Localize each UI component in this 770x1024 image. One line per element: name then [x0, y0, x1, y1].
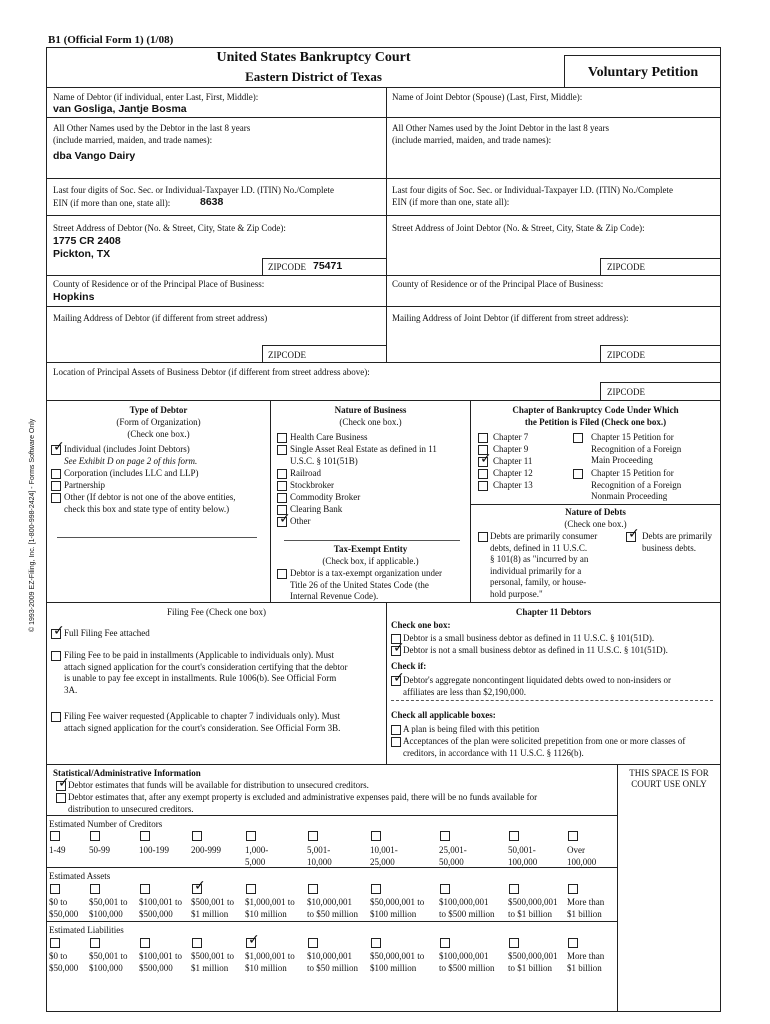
railroad-label: Railroad	[290, 468, 321, 478]
debtor-street-1: 1775 CR 2408	[53, 235, 121, 247]
stockbroker-checkbox[interactable]	[277, 481, 287, 491]
ch11-check-one: Check one box:	[391, 620, 451, 630]
assets-range-checkbox[interactable]	[440, 884, 450, 894]
chapter-11-label: Chapter 11	[493, 456, 533, 466]
fee-waiver-label: Filing Fee waiver requested (Applicable to chapter 7 individuals only). Must attach signed application for the court's consideration. See Official Form 3B.	[64, 711, 341, 733]
funds-available-label: Debtor estimates that funds will be available for distribution to unsecured creditors.	[68, 780, 369, 790]
assets-range-checkbox[interactable]	[371, 884, 381, 894]
assets-range-checkbox[interactable]	[90, 884, 100, 894]
joint-zip-label: ZIPCODE	[607, 262, 645, 272]
liabilities-range-checkbox[interactable]	[371, 938, 381, 948]
acceptances-checkbox[interactable]	[391, 737, 401, 747]
funds-available-checkbox[interactable]	[56, 781, 66, 791]
liabilities-range-label: $500,001 to $1 million	[191, 951, 235, 973]
debtor-ssn: 8638	[200, 196, 224, 208]
creditors-range-label: 50,001- 100,000	[508, 845, 538, 867]
business-debts-label: Debts are primarily business debts.	[642, 531, 712, 553]
debtor-mailing-label: Mailing Address of Debtor (if different from street address)	[53, 313, 268, 323]
assets-range-checkbox[interactable]	[246, 884, 256, 894]
joint-mailing-zip-label: ZIPCODE	[607, 350, 645, 360]
liabilities-range-label: $1,000,001 to $10 million	[245, 951, 295, 973]
creditors-range-checkbox[interactable]	[371, 831, 381, 841]
creditors-range-checkbox[interactable]	[140, 831, 150, 841]
business-debts-checkbox[interactable]	[626, 532, 636, 542]
chapter-15-nonmain-checkbox[interactable]	[573, 469, 583, 479]
creditors-range-label: Over 100,000	[567, 845, 597, 867]
creditors-range-label: 1,000- 5,000	[245, 845, 269, 867]
liabilities-range-checkbox[interactable]	[246, 938, 256, 948]
debtor-zip-label: ZIPCODE	[268, 262, 306, 272]
railroad-checkbox[interactable]	[277, 469, 287, 479]
chapter-9-label: Chapter 9	[493, 444, 529, 454]
debtor-county: Hopkins	[53, 291, 95, 303]
joint-mailing-label: Mailing Address of Joint Debtor (if different from street address):	[392, 313, 629, 323]
liabilities-range-label: $50,000,001 to $100 million	[370, 951, 425, 973]
creditors-range-checkbox[interactable]	[90, 831, 100, 841]
corporation-label: Corporation (includes LLC and LLP)	[64, 468, 199, 478]
chapter-12-label: Chapter 12	[493, 468, 533, 478]
assets-range-checkbox[interactable]	[140, 884, 150, 894]
commodity-broker-checkbox[interactable]	[277, 493, 287, 503]
fee-waiver-checkbox[interactable]	[51, 712, 61, 722]
creditors-range-label: 200-999	[191, 845, 221, 855]
debtor-zip: 75471	[313, 260, 343, 272]
creditors-range-checkbox[interactable]	[308, 831, 318, 841]
chapter-7-label: Chapter 7	[493, 432, 529, 442]
partnership-label: Partnership	[64, 480, 105, 490]
joint-name-label: Name of Joint Debtor (Spouse) (Last, First, Middle):	[392, 92, 583, 102]
ch11-check-if: Check if:	[391, 661, 427, 671]
no-funds-checkbox[interactable]	[56, 793, 66, 803]
other-business-checkbox[interactable]	[277, 517, 287, 527]
not-small-business-label: Debtor is not a small business debtor as defined in 11 U.S.C. § 101(51D).	[403, 645, 668, 655]
corporation-checkbox[interactable]	[51, 469, 61, 479]
joint-ssn-label: Last four digits of Soc. Sec. or Individual-Taxpayer I.D. (ITIN) No./Complete EIN (if more than one, state all):	[392, 185, 674, 207]
exhibit-d-note: See Exhibit D on page 2 of this form.	[64, 456, 198, 466]
type-of-debtor-check: (Check one box.)	[127, 429, 190, 439]
commodity-broker-label: Commodity Broker	[290, 492, 361, 502]
small-business-label: Debtor is a small business debtor as defined in 11 U.S.C. § 101(51D).	[403, 633, 655, 643]
liabilities-range-checkbox[interactable]	[568, 938, 578, 948]
liabilities-range-checkbox[interactable]	[50, 938, 60, 948]
tax-exempt-checkbox[interactable]	[277, 569, 287, 579]
sidebar-copyright: © 1993-2009 EZ-Filing, Inc. [1-800-998-2424] - Forms Software Only	[29, 418, 36, 632]
not-small-business-checkbox[interactable]	[391, 646, 401, 656]
liabilities-range-label: $100,000,001 to $500 million	[439, 951, 495, 973]
single-asset-label: Single Asset Real Estate as defined in 11 U.S.C. § 101(51B)	[290, 444, 437, 466]
chapter-15-main-label: Chapter 15 Petition for Recognition of a Foreign Main Proceeding	[591, 432, 682, 465]
assets-range-label: $1,000,001 to $10 million	[245, 897, 295, 919]
chapter-15-nonmain-label: Chapter 15 Petition for Recognition of a Foreign Nonmain Proceeding	[591, 468, 682, 501]
liabilities-range-label: $10,000,001 to $50 million	[307, 951, 359, 973]
tax-exempt-title: Tax-Exempt Entity	[333, 544, 408, 554]
chapter-title-2: the Petition is Filed (Check one box.)	[524, 417, 667, 427]
creditors-range-checkbox[interactable]	[568, 831, 578, 841]
plan-filed-checkbox[interactable]	[391, 725, 401, 735]
liabilities-range-label: $500,000,001 to $1 billion	[508, 951, 558, 973]
assets-range-checkbox[interactable]	[308, 884, 318, 894]
aggregate-debts-checkbox[interactable]	[391, 676, 401, 686]
assets-range-label: $50,000,001 to $100 million	[370, 897, 425, 919]
chapter-13-checkbox[interactable]	[478, 481, 488, 491]
debtor-street-2: Pickton, TX	[53, 248, 111, 260]
debtor-county-label: County of Residence or of the Principal Place of Business:	[53, 279, 265, 289]
creditors-range-label: 100-199	[139, 845, 169, 855]
court-use-only: THIS SPACE IS FOR COURT USE ONLY	[629, 768, 709, 789]
installments-checkbox[interactable]	[51, 651, 61, 661]
partnership-checkbox[interactable]	[51, 481, 61, 491]
other-entity-checkbox[interactable]	[51, 493, 61, 503]
full-fee-checkbox[interactable]	[51, 629, 61, 639]
aggregate-debts-label: Debtor's aggregate noncontingent liquidated debts owed to non-insiders or affiliates are less than $2,190,000.	[403, 675, 672, 697]
creditors-range-checkbox[interactable]	[440, 831, 450, 841]
debtor-other-names-label: All Other Names used by the Debtor in the last 8 years (include married, maiden, and trade names):	[53, 123, 251, 145]
full-fee-label: Full Filing Fee attached	[64, 628, 150, 638]
debtor-ssn-label: Last four digits of Soc. Sec. or Individual-Taxpayer I.D. (ITIN) No./Complete	[53, 185, 335, 195]
consumer-debts-label: Debts are primarily consumer debts, defined in 11 U.S.C. § 101(8) as "incurred by an individual primarily for a personal, family, or house- hold purpose."	[490, 531, 598, 599]
creditors-range-checkbox[interactable]	[192, 831, 202, 841]
individual-checkbox[interactable]	[51, 445, 61, 455]
clearing-bank-label: Clearing Bank	[290, 504, 343, 514]
chapter-7-checkbox[interactable]	[478, 433, 488, 443]
form-id: B1 (Official Form 1) (1/08)	[48, 34, 174, 46]
joint-county-label: County of Residence or of the Principal Place of Business:	[392, 279, 604, 289]
liabilities-range-label: More than $1 billion	[567, 951, 605, 973]
liabilities-range-label: $0 to $50,000	[49, 951, 79, 973]
creditors-range-label: 10,001- 25,000	[370, 845, 398, 867]
assets-range-label: $100,000,001 to $500 million	[439, 897, 495, 919]
liabilities-label: Estimated Liabilities	[49, 925, 124, 935]
chapter-15-main-checkbox[interactable]	[573, 433, 583, 443]
creditors-range-label: 25,001- 50,000	[439, 845, 467, 867]
location-label: Location of Principal Assets of Business Debtor (if different from street address above):	[53, 367, 370, 377]
nature-business-sub: (Check one box.)	[339, 417, 402, 427]
plan-filed-label: A plan is being filed with this petition	[403, 724, 540, 734]
tax-exempt-sub: (Check box, if applicable.)	[322, 556, 419, 566]
creditors-range-label: 5,001- 10,000	[307, 845, 332, 867]
creditors-range-checkbox[interactable]	[509, 831, 519, 841]
individual-label: Individual (includes Joint Debtors)	[64, 444, 190, 454]
chapter-13-label: Chapter 13	[493, 480, 533, 490]
creditors-range-checkbox[interactable]	[50, 831, 60, 841]
assets-range-label: $50,001 to $100,000	[89, 897, 128, 919]
nature-business-title: Nature of Business	[334, 405, 407, 415]
filing-fee-title: Filing Fee (Check one box)	[167, 607, 266, 617]
liabilities-range-checkbox[interactable]	[90, 938, 100, 948]
assets-range-label: $100,001 to $500,000	[139, 897, 183, 919]
district-name: Eastern District of Texas	[245, 69, 382, 84]
assets-range-label: More than $1 billion	[567, 897, 605, 919]
assets-range-label: $500,001 to $1 million	[191, 897, 235, 919]
debtor-ssn-label-2: EIN (if more than one, state all):	[53, 198, 171, 208]
liabilities-range-checkbox[interactable]	[192, 938, 202, 948]
debtor-name-label: Name of Debtor (if individual, enter Last, First, Middle):	[53, 92, 259, 102]
chapter-12-checkbox[interactable]	[478, 469, 488, 479]
no-funds-label: Debtor estimates that, after any exempt property is excluded and administrative expenses paid, there will be no funds available for distribution to unsecured creditors.	[68, 792, 538, 814]
type-of-debtor-title: Type of Debtor	[129, 405, 188, 415]
health-care-checkbox[interactable]	[277, 433, 287, 443]
creditors-range-label: 50-99	[89, 845, 110, 855]
single-asset-checkbox[interactable]	[277, 445, 287, 455]
debtor-other-names: dba Vango Dairy	[53, 150, 136, 162]
assets-range-label: $0 to $50,000	[49, 897, 79, 919]
debtor-name: van Gosliga, Jantje Bosma	[53, 103, 187, 115]
liabilities-range-checkbox[interactable]	[308, 938, 318, 948]
liabilities-range-checkbox[interactable]	[509, 938, 519, 948]
liabilities-range-checkbox[interactable]	[440, 938, 450, 948]
assets-range-label: $10,000,001 to $50 million	[307, 897, 359, 919]
chapter-11-checkbox[interactable]	[478, 457, 488, 467]
other-entity-label: Other (If debtor is not one of the above entities, check this box and state type of entity below.)	[64, 492, 236, 514]
assets-range-checkbox[interactable]	[50, 884, 60, 894]
petition-type: Voluntary Petition	[587, 65, 699, 80]
installments-label: Filing Fee to be paid in installments (Applicable to individuals only). Must attach signed application for the court's consideration certifying that the debtor is unable to pay fee except in installments. Rule 1006(b). See Official Form 3A.	[64, 650, 348, 695]
location-zip-label: ZIPCODE	[607, 387, 645, 397]
ch11-title: Chapter 11 Debtors	[515, 607, 592, 617]
tax-exempt-text: Debtor is a tax-exempt organization under Title 26 of the United States Code (the Internal Revenue Code).	[290, 568, 443, 601]
mailing-zip-label: ZIPCODE	[268, 350, 306, 360]
liabilities-range-label: $50,001 to $100,000	[89, 951, 128, 973]
joint-street-label: Street Address of Joint Debtor (No. & Street, City, State & Zip Code):	[392, 223, 645, 233]
liabilities-range-checkbox[interactable]	[140, 938, 150, 948]
creditors-range-checkbox[interactable]	[246, 831, 256, 841]
nature-of-debts-sub: (Check one box.)	[564, 519, 627, 529]
acceptances-label: Acceptances of the plan were solicited prepetition from one or more classes of creditors, in accordance with 11 U.S.C. § 1126(b).	[403, 736, 686, 758]
assets-range-checkbox[interactable]	[568, 884, 578, 894]
creditors-label: Estimated Number of Creditors	[49, 819, 163, 829]
joint-other-names-label: All Other Names used by the Joint Debtor in the last 8 years (include married, maiden, and trade names):	[392, 123, 609, 145]
consumer-debts-checkbox[interactable]	[478, 532, 488, 542]
nature-of-debts-title: Nature of Debts	[565, 507, 626, 517]
court-name: United States Bankruptcy Court	[216, 50, 411, 65]
type-of-debtor-sub: (Form of Organization)	[116, 417, 201, 427]
stats-title: Statistical/Administrative Information	[53, 768, 201, 778]
chapter-title: Chapter of Bankruptcy Code Under Which	[512, 405, 679, 415]
stockbroker-label: Stockbroker	[290, 480, 334, 490]
assets-label: Estimated Assets	[49, 871, 111, 881]
assets-range-checkbox[interactable]	[509, 884, 519, 894]
assets-range-checkbox[interactable]	[192, 884, 202, 894]
creditors-range-label: 1-49	[49, 845, 66, 855]
health-care-label: Health Care Business	[290, 432, 368, 442]
debtor-street-label: Street Address of Debtor (No. & Street, City, State & Zip Code):	[53, 223, 286, 233]
liabilities-range-label: $100,001 to $500,000	[139, 951, 183, 973]
ch11-check-all: Check all applicable boxes:	[391, 710, 496, 720]
other-business-label: Other	[290, 516, 311, 526]
assets-range-label: $500,000,001 to $1 billion	[508, 897, 558, 919]
